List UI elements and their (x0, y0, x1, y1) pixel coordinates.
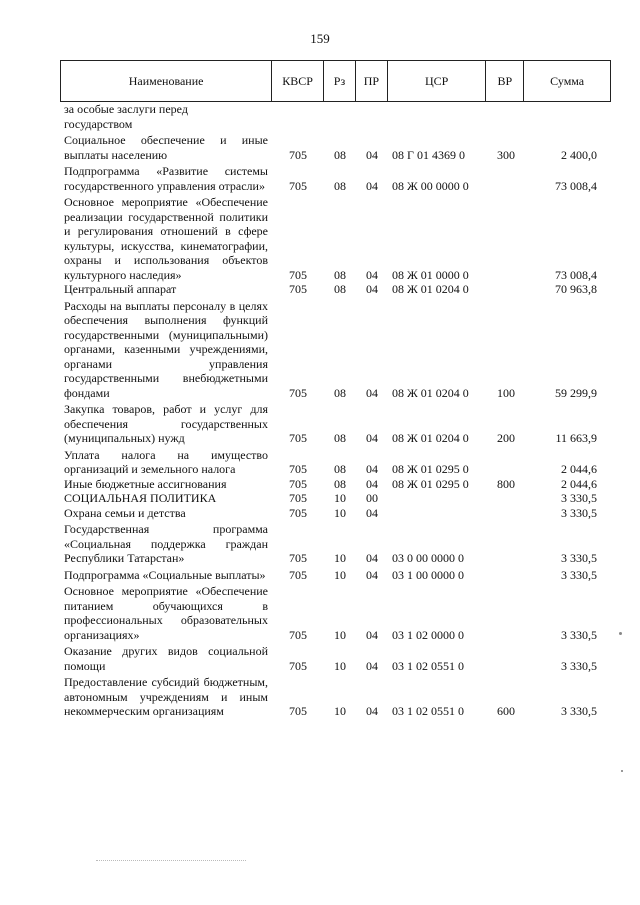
table-row (60, 584, 611, 642)
table-row (60, 164, 611, 193)
row-sum: 59 299,9 (555, 385, 597, 400)
row-vr (487, 195, 525, 282)
row-sum: 3 330,5 (561, 551, 597, 565)
row-name: Социальное обеспечение и иные выплаты населению (64, 133, 268, 162)
table-row (60, 522, 611, 566)
row-name: за особые заслуги перед государством (64, 102, 188, 131)
row-name: Государственная программа «Социальная поддержка граждан Республики Татарстан» (64, 522, 268, 565)
row-vr: 100 (497, 385, 515, 400)
row-vr (487, 448, 525, 477)
row-kvsr: 705 (289, 551, 307, 565)
row-sum: 73 008,4 (555, 178, 597, 193)
table-row (60, 568, 611, 583)
row-kvsr: 705 (289, 627, 307, 642)
row-kvsr: 705 (289, 462, 307, 476)
row-pr: 04 (366, 267, 378, 282)
header-sum: Сумма (550, 73, 585, 88)
row-sum: 2 400,0 (561, 147, 597, 162)
row-kvsr: 705 (289, 385, 307, 400)
header-kvsr: КВСР (272, 61, 324, 101)
row-rz: 08 (334, 462, 346, 476)
header-name: Наименование (61, 61, 272, 101)
table-row (60, 448, 611, 477)
row-rz: 10 (334, 551, 346, 565)
row-sum: 3 330,5 (561, 704, 597, 718)
row-sum (525, 102, 611, 131)
row-rz: 08 (334, 476, 346, 491)
row-vr: 300 (497, 147, 515, 162)
row-pr: 04 (366, 704, 378, 718)
row-vr (487, 568, 525, 583)
row-vr (487, 522, 525, 566)
row-pr: 04 (366, 385, 378, 400)
row-rz: 08 (334, 431, 346, 445)
row-sum: 3 330,5 (561, 627, 597, 642)
row-kvsr: 705 (289, 431, 307, 445)
row-name: Основное мероприятие «Обеспечение питанием обучающихся в профессиональных образовательных организациях» (64, 584, 268, 642)
scan-speck (619, 632, 622, 635)
row-rz (324, 102, 356, 131)
row-pr: 04 (366, 462, 378, 476)
row-rz: 10 (334, 505, 346, 520)
row-kvsr: 705 (289, 491, 307, 505)
row-rz: 08 (334, 147, 346, 162)
row-sum: 2 044,6 (561, 476, 597, 491)
table-row (60, 506, 611, 521)
row-csr: 03 1 00 0000 0 (392, 567, 464, 582)
table-row (60, 477, 611, 492)
scan-noise (96, 860, 246, 862)
table-row (60, 644, 611, 673)
row-name: Подпрограмма «Социальные выплаты» (64, 567, 266, 582)
row-csr: 08 Ж 01 0295 0 (392, 476, 469, 491)
row-kvsr: 705 (289, 476, 307, 491)
row-name: СОЦИАЛЬНАЯ ПОЛИТИКА (64, 491, 217, 505)
row-csr: 08 Ж 00 0000 0 (392, 178, 469, 193)
row-pr: 04 (366, 147, 378, 162)
row-kvsr: 705 (289, 505, 307, 520)
row-csr: 08 Г 01 4369 0 (392, 147, 465, 162)
row-pr: 04 (366, 282, 378, 296)
row-sum: 3 330,5 (561, 491, 597, 505)
header-vr: ВР (486, 61, 524, 101)
budget-table-body (60, 102, 611, 719)
row-rz: 10 (334, 627, 346, 642)
row-name: Расходы на выплаты персоналу в целях обеспечения выполнения функций государственными (муниципальными) органами, казенными учреждениями, органами управления государственными внебюджетными фондами (64, 298, 268, 400)
row-pr: 04 (366, 658, 378, 673)
row-pr: 04 (366, 476, 378, 491)
row-kvsr: 705 (289, 178, 307, 193)
row-name: Подпрограмма «Развитие системы государственного управления отрасли» (64, 164, 268, 193)
row-name: Охрана семьи и детства (64, 505, 186, 520)
row-csr (388, 102, 487, 131)
row-csr (388, 506, 487, 521)
row-csr: 08 Ж 01 0000 0 (392, 267, 469, 282)
row-pr: 04 (366, 431, 378, 445)
page-number: 159 (310, 31, 330, 46)
row-rz: 08 (334, 282, 346, 296)
table-row (60, 195, 611, 282)
row-kvsr: 705 (289, 282, 307, 296)
table-row (60, 402, 611, 446)
row-sum: 3 330,5 (561, 658, 597, 673)
table-row (60, 133, 611, 162)
row-pr (356, 102, 388, 131)
table-header (60, 60, 611, 102)
row-name: Предоставление субсидий бюджетным, автономным учреждениям и иным некоммерческим организациям (64, 675, 268, 718)
header-pr: ПР (356, 61, 388, 101)
row-rz: 10 (334, 704, 346, 718)
row-kvsr: 705 (289, 267, 307, 282)
row-csr: 08 Ж 01 0204 0 (392, 282, 469, 296)
table-row (60, 282, 611, 297)
table-row (60, 675, 611, 719)
row-sum: 2 044,6 (561, 462, 597, 476)
row-sum: 3 330,5 (561, 567, 597, 582)
row-vr (487, 644, 525, 673)
header-rz: Рз (324, 61, 356, 101)
row-csr: 03 0 00 0000 0 (392, 551, 464, 565)
row-kvsr (272, 102, 324, 131)
row-pr: 04 (366, 551, 378, 565)
row-pr: 00 (366, 491, 378, 505)
row-kvsr: 705 (289, 704, 307, 718)
row-pr: 04 (366, 567, 378, 582)
row-vr (487, 164, 525, 193)
row-vr (487, 491, 525, 506)
row-name: Закупка товаров, работ и услуг для обеспечения государственных (муниципальных) нужд (64, 402, 268, 445)
row-csr: 03 1 02 0000 0 (392, 627, 464, 642)
row-name: Иные бюджетные ассигнования (64, 476, 227, 491)
row-csr: 03 1 02 0551 0 (392, 704, 464, 718)
row-pr: 04 (366, 627, 378, 642)
row-name: Оказание других видов социальной помощи (64, 644, 268, 673)
row-rz: 08 (334, 178, 346, 193)
row-name: Основное мероприятие «Обеспечение реализации государственной политики и регулирования отношений в сфере культуры, искусства, кинематографии, охраны и использования объектов культурного наследия» (64, 195, 268, 282)
row-rz: 08 (334, 267, 346, 282)
row-sum: 73 008,4 (555, 267, 597, 282)
row-vr: 800 (497, 476, 515, 491)
row-csr: 08 Ж 01 0204 0 (392, 385, 469, 400)
row-csr: 08 Ж 01 0204 0 (392, 431, 469, 445)
row-vr (487, 102, 525, 131)
table-row (60, 102, 611, 131)
row-kvsr: 705 (289, 147, 307, 162)
row-name: Центральный аппарат (64, 282, 177, 296)
row-pr: 04 (366, 178, 378, 193)
row-csr (388, 491, 487, 506)
row-sum: 11 663,9 (555, 431, 597, 445)
row-sum: 70 963,8 (555, 282, 597, 296)
row-kvsr: 705 (289, 658, 307, 673)
row-kvsr: 705 (289, 567, 307, 582)
table-row (60, 491, 611, 506)
row-rz: 10 (334, 491, 346, 505)
row-pr: 04 (366, 505, 378, 520)
row-csr: 03 1 02 0551 0 (392, 658, 464, 673)
row-rz: 10 (334, 658, 346, 673)
header-csr: ЦСР (388, 61, 487, 101)
row-vr (487, 282, 525, 297)
row-vr: 600 (497, 704, 515, 718)
row-sum: 3 330,5 (561, 505, 597, 520)
scan-speck (621, 770, 623, 772)
row-rz: 08 (334, 385, 346, 400)
row-vr: 200 (497, 431, 515, 445)
row-vr (487, 584, 525, 642)
row-name: Уплата налога на имущество организаций и земельного налога (64, 447, 268, 476)
table-row (60, 299, 611, 401)
row-csr: 08 Ж 01 0295 0 (392, 462, 469, 476)
row-vr (487, 506, 525, 521)
row-rz: 10 (334, 567, 346, 582)
